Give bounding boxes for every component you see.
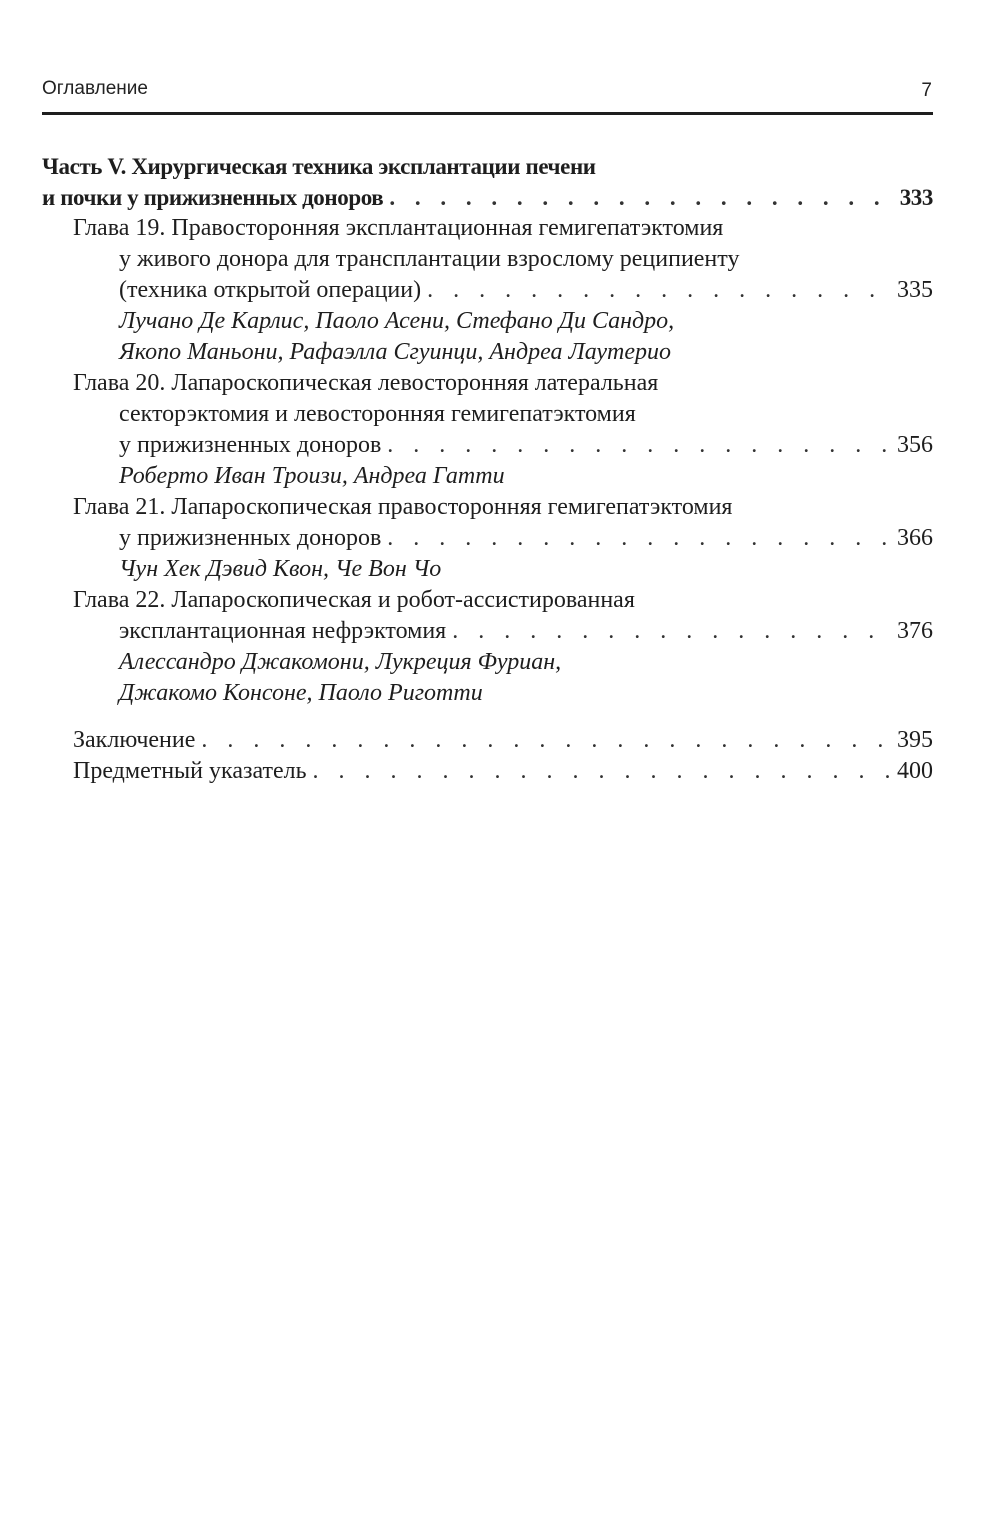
running-title: Оглавление (42, 78, 148, 99)
dot-leader (381, 430, 891, 461)
chapter-21-title-line-2[interactable] (42, 523, 933, 554)
back-matter-conclusion[interactable] (42, 725, 933, 756)
dot-leader (307, 756, 891, 787)
chapter-20-page-number: 356 (897, 432, 933, 458)
dot-leader (383, 182, 893, 213)
chapter-19-title-line-2: у живого донора для трансплантации взрослому реципиенту (119, 246, 740, 272)
chapter-21-authors-line-1: Чун Хек Дэвид Квон, Че Вон Чо (119, 556, 442, 582)
chapter-20-title-line-1: Глава 20. Лапароскопическая левосторонняя латеральная (73, 370, 659, 396)
section-spacer (42, 709, 933, 725)
dot-leader (421, 275, 891, 306)
chapter-19-authors-line-2: Якопо Маньони, Рафаэлла Сгуинци, Андреа Лаутерио (119, 339, 672, 365)
dot-leader (195, 725, 891, 756)
conclusion-label: Заключение (73, 727, 196, 753)
part-title-line-1: Часть V. Хирургическая техника эксплантации печени (42, 154, 596, 179)
chapter-20-authors-line-1: Роберто Иван Троизи, Андреа Гатти (119, 463, 505, 489)
subject-index-page-number: 400 (897, 758, 933, 784)
part-title-line-2[interactable] (42, 182, 933, 213)
chapter-20-title-line-2: секторэктомия и левосторонняя гемигепатэктомия (119, 401, 636, 427)
chapter-22-title-text: эксплантационная нефрэктомия (119, 618, 447, 644)
part-title-text: и почки у прижизненных доноров (42, 185, 384, 210)
chapter-22-title-line-1: Глава 22. Лапароскопическая и робот-ассистированная (73, 587, 635, 613)
chapter-19-authors-line-1: Лучано Де Карлис, Паоло Асени, Стефано Ди Сандро, (119, 308, 675, 334)
chapter-19-page-number: 335 (897, 277, 933, 303)
conclusion-page-number: 395 (897, 727, 933, 753)
chapter-19-title-line-3[interactable] (42, 275, 933, 306)
chapter-20-title-text: у прижизненных доноров (119, 432, 382, 458)
chapter-19-title-text: (техника открытой операции) (119, 277, 422, 303)
chapter-21-title-text: у прижизненных доноров (119, 525, 382, 551)
chapter-21-page-number: 366 (897, 525, 933, 551)
table-of-contents (42, 151, 933, 787)
chapter-22-authors-line-2: Джакомо Консоне, Паоло Риготти (119, 680, 483, 706)
part-page-number: 333 (899, 185, 933, 210)
header-rule (42, 112, 933, 115)
subject-index-label: Предметный указатель (73, 758, 307, 784)
chapter-19-title-line-1: Глава 19. Правосторонняя эксплантационная гемигепатэктомия (73, 215, 724, 241)
dot-leader (446, 616, 891, 647)
back-matter-subject-index[interactable] (42, 756, 933, 787)
chapter-22-page-number: 376 (897, 618, 933, 644)
dot-leader (381, 523, 891, 554)
page-number: 7 (921, 80, 932, 101)
chapter-22-title-line-2[interactable] (42, 616, 933, 647)
chapter-22-authors-line-1: Алессандро Джакомони, Лукреция Фуриан, (119, 649, 562, 675)
chapter-21-title-line-1: Глава 21. Лапароскопическая правосторонняя гемигепатэктомия (73, 494, 733, 520)
chapter-20-title-line-3[interactable] (42, 430, 933, 461)
